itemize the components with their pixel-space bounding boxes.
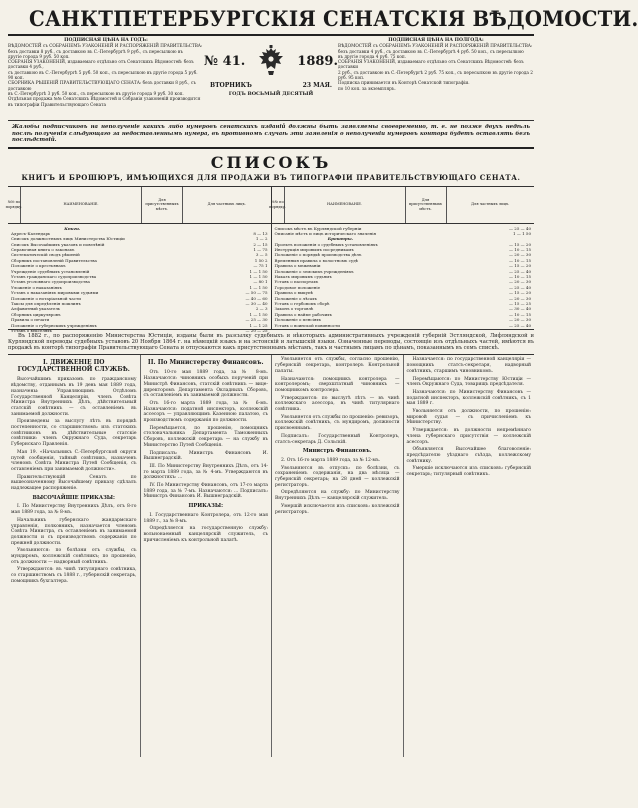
subscription-line: безъ доставки 4 руб., съ доставкою въ С.-Петербургѣ 4 руб. 50 коп., съ пересылкою <box>338 48 524 54</box>
table-rows <box>272 224 535 330</box>
article-paragraph: Увольняются въ отпускъ: по болѣзни, съ сохраненіемъ содержанія, на два мѣсяца — губернскій секретарь; на 28 дней — коллежскій регистраторъ. <box>275 465 400 488</box>
table-row-prices: — 25 — 40 <box>509 268 531 274</box>
table-row <box>275 323 532 328</box>
table-row-title: Списокъ мѣстъ въ Курляндской губерніи <box>274 225 362 231</box>
subscription-line: въ С.-Петербургѣ 3 руб. 50 коп., съ пересылкою въ другіе города 9 руб. 30 коп. <box>8 90 184 96</box>
table-row-title: Правила о найме рабочихъ <box>274 311 333 317</box>
subscription-line: по 10 коп. за экземпляръ. <box>338 85 396 91</box>
table-row-prices: — 80 1 <box>253 279 268 285</box>
top-band <box>8 38 534 120</box>
subscription-line: Подписка принимается въ Конторѣ Сенатской типографіи. <box>338 80 470 86</box>
subsection-heading: ПРИКАЗЫ: <box>188 503 224 510</box>
table-rows <box>8 224 271 336</box>
table-row-title: Алфавитный указатель <box>11 306 61 312</box>
table-row-prices: 3 — 5 <box>255 252 268 258</box>
issue-number: № 41. <box>204 53 246 69</box>
article-paragraph: Отъ 10-го мая 1889 года, за № 8-мъ. Назначаются: чиновникъ особыхъ порученій при Министрѣ Финансовъ, статскій совѣтникъ — вице-директоромъ Департамента Окладныхъ Сборовъ, съ оставленіемъ въ занимаемой должности. <box>143 370 268 399</box>
article-paragraph: Перемѣщается, по прошенію, помощникъ столоначальника Департамента Таможенныхъ Сборовъ, коллежскій секретарь — на службу въ Министерство Путей Сообщенія. <box>143 425 268 448</box>
table-row-prices: — 15 — 20 <box>509 241 531 247</box>
table-row-prices: 1 — 1 50 <box>249 311 268 317</box>
newspaper-page <box>5 7 638 792</box>
double-headed-eagle-icon <box>254 44 288 78</box>
subscription-line: 2 руб., съ доставкою въ С.-Петербургѣ 2 руб. 75 коп., съ пересылкою въ другіе города 2 руб. 95 коп. <box>338 69 533 81</box>
left-subscription-block <box>8 38 204 120</box>
article-paragraph: Произведены за выслугу лѣтъ въ порядкѣ постепенности, со старшинствомъ: изъ статскихъ совѣтниковъ въ дѣйствительные статскіе совѣтники: членъ Окружнаго Суда, секретарь Губернскаго Правленія. <box>11 419 137 448</box>
complaints-notice: Жалобы подписчиковъ на неполученіе какихъ либо нумеровъ сенатскихъ изданій должны быть заявляемы своевременно, т. е. не позже двухъ недѣль послѣ полученія слѣдующаго за недоставленнымъ нумера, въ противномъ случаѣ эти заявленія о неполученіи нумеровъ контора будетъ оставлять безъ послѣдствій. <box>12 124 530 143</box>
article-paragraph: IV. По Министерству Финансовъ, отъ 17-го марта 1889 года, за № 7-мъ. Назначаются: ... Подписалъ: Министръ Финансовъ И. Вышнеградскій. <box>143 483 268 500</box>
table-row-title: Правила о печати <box>11 317 50 323</box>
table-row-title: Положеніе о нотаріальной части <box>11 295 81 301</box>
table-row-prices: 1 — 1 50 <box>249 284 268 290</box>
table-row-prices: 1 — 1 50 <box>249 268 268 274</box>
table-row-prices: — 25 — 40 <box>509 284 531 290</box>
header-num: №№ по порядку. <box>8 187 21 223</box>
article-paragraph: Мая 19. «Начальникъ С.-Петербургской округи путей сообщенія, тайный совѣтникъ, назначенъ членомъ Совѣта Министра Путей Сообщенія, съ оставленіемъ при занимаемой должности». <box>11 449 137 472</box>
table-row-title: Положеніе о пенсіяхъ <box>274 317 322 323</box>
header-price-gov: Для присутственныхъ мѣстъ. <box>142 187 183 223</box>
masthead-title: САНКТПЕТЕРБУРГСКІЯ СЕНАТСКІЯ ВѢДОМОСТИ. <box>29 7 638 32</box>
table-row-prices: — 25 — 30 <box>245 317 268 323</box>
table-row-title: Уставъ о паспортахъ <box>274 279 319 285</box>
table-row-title: Справочная книга о законахъ <box>11 247 75 253</box>
article-column <box>403 355 535 757</box>
list-title: СПИСОКЪ <box>210 152 332 172</box>
right-subscription-block <box>338 38 534 120</box>
table-row-title: Уставъ гражданскаго судопроизводства <box>11 274 97 280</box>
table-row-title: Правила о выкупѣ <box>274 290 314 296</box>
header-price-gov: Для присутственныхъ мѣстъ. <box>406 187 447 223</box>
article-paragraph: Перемѣщаются: по Министерству Юстиціи — членъ Окружнаго Суда, товарищъ предсѣдателя. <box>406 376 531 388</box>
issue-info <box>204 38 338 120</box>
table-row-prices: 1 — 2 <box>255 236 268 242</box>
table-row-prices: — 15 — 20 <box>509 263 531 269</box>
table-row-prices: 2 — 15 <box>253 241 268 247</box>
article-paragraph: Назначается: по государственной канцеляріи — помощникъ статсъ-секретаря, надворный совѣтникъ, старшимъ чиновникомъ. <box>406 357 531 374</box>
header-name: НАИМЕНОВАНІЕ. <box>285 187 406 223</box>
article-paragraph: Подписалъ: Государственный Контролеръ, статсъ-секретарь Д. Сольскій. <box>275 433 400 445</box>
table-row-title: Учрежденіе судебныхъ установленій <box>11 268 90 274</box>
table-row-title: Положеніе о порядкѣ производства дѣлъ <box>274 252 362 258</box>
issue-number-row <box>204 44 338 78</box>
subscription-line: въ другіе города 4 руб. 75 коп. <box>338 53 406 59</box>
table-row-title: Списокъ Высочайшихъ указовъ и повелѣній <box>11 241 105 247</box>
table-row-title: Уложеніе о наказаніяхъ <box>11 284 62 290</box>
table-row-title: Уставъ о гербовомъ сборѣ <box>274 300 330 306</box>
subscription-line: другіе города 9 руб. 50 коп. <box>8 53 70 59</box>
subscription-line: безъ доставки 8 руб., съ доставкою въ С.-Петербургѣ 9 руб., съ пересылкою въ <box>8 48 183 54</box>
article-paragraph: Умершіе исключаются изъ списковъ: губернскій секретарь; титулярный совѣтникъ. <box>406 466 531 478</box>
table-row-title: Уставъ о наказаніяхъ мировыми судьями <box>11 290 99 296</box>
table-row-prices: — 25 — 40 <box>509 322 531 328</box>
section-heading: II. По Министерству Финансовъ. <box>147 359 264 367</box>
left-subscription-heading: ПОДПИСНАЯ ЦѢНА НА ГОДЪ: <box>64 38 148 43</box>
list-subtitle: КНИГЪ И БРОШЮРЪ, ИМѢЮЩИХСЯ ДЛЯ ПРОДАЖИ ВЪ ТИПОГРАФІИ ПРАВИТЕЛЬСТВУЮЩАГО СЕНАТА. <box>21 172 521 182</box>
table-row-title: Временныя правила о волостномъ судѣ <box>274 257 359 263</box>
subscription-line: съ доставкою въ С.-Петербургѣ 5 руб. 50 коп., съ пересылкою въ другіе города 5 руб. 90 коп. <box>8 69 198 81</box>
table-row-prices: — 30 — 40 <box>245 300 268 306</box>
header-price-private: Для частныхъ лицъ. <box>207 202 246 207</box>
table-row-title: Положеніе о крестьянахъ <box>11 263 66 269</box>
table-row-prices: — 20 — 30 <box>509 295 531 301</box>
article-column <box>8 355 140 757</box>
table-row-title: Положеніе о лѣсахъ <box>274 295 318 301</box>
masthead-rule <box>8 34 534 36</box>
table-row-prices: 1 — 75 <box>253 247 268 253</box>
article-paragraph: Увольняются: по болѣзни отъ службы, съ мундиромъ, коллежскій совѣтникъ; по прошенію, отъ должности — надворный совѣтникъ. <box>11 548 137 565</box>
table-row-title: Таксы для опредѣленія пошлинъ <box>11 300 81 306</box>
issue-year-line: ГОДЪ ВОСЬМЫЙ ДЕСЯТЫЙ <box>228 91 314 97</box>
subscription-line: СБОРНИКА РѢШЕНІЙ ПРАВИТЕЛЬСТВУЮЩАГО СЕНАТА: безъ доставки 8 руб., съ доставкою <box>8 80 196 91</box>
subsection-heading: Министръ Финансовъ. <box>302 448 372 455</box>
table-row-title: Уставъ о векселяхъ <box>11 327 53 333</box>
table-row-prices: — 20 — 25 <box>245 327 268 333</box>
table-row-title: Правила о межеваніи <box>274 263 321 269</box>
table-row-title: Положеніе о земскихъ учрежденіяхъ <box>274 268 354 274</box>
table-row-title: Уставъ о воинской повинности <box>274 322 340 328</box>
notice-rule-bottom <box>8 147 534 149</box>
article-paragraph: Опредѣляются на службу: по Министерству Внутреннихъ Дѣлъ — канцелярскій служитель. <box>275 490 400 502</box>
header-price-private: Для частныхъ лицъ. <box>471 202 510 207</box>
table-row-prices: — 40 — 60 <box>245 295 268 301</box>
subscription-line: Отдѣльная продажа №№ Сенатскихъ Вѣдомостей и Собранія узаконеній производится въ типографіи Правительствующаго Сената <box>8 96 201 107</box>
table-row-prices: — 25 — 40 <box>509 225 531 231</box>
article-paragraph: Назначаются: помощникъ контролера — контролеромъ; сверхштатный чиновникъ — помощникомъ контролера. <box>275 376 400 393</box>
table-header <box>269 187 535 224</box>
issue-year: 1889. <box>297 53 338 69</box>
book-table-right <box>271 187 535 329</box>
table-row-title: Описаніе мѣстъ и лицъ историческаго значенія <box>274 230 377 236</box>
table-row <box>11 328 268 333</box>
article-paragraph: Объявляется Высочайшее благоволеніе: предсѣдателю уѣзднаго съѣзда, коллежскому совѣтнику. <box>406 447 531 464</box>
left-subscription-lines <box>8 43 204 107</box>
table-row-prices: — 30 — 40 <box>509 306 531 312</box>
table-header <box>5 187 271 224</box>
table-row-prices: — 20 — 30 <box>509 252 531 258</box>
subscription-line: СОБРАНІЯ УЗАКОНЕНІЙ, издаваемаго отдѣльно отъ Сенатскихъ Вѣдомостей: безъ доставки <box>338 59 524 70</box>
header-num: №№ по порядку. <box>272 187 285 223</box>
table-row-title: Брошюры. <box>327 236 354 242</box>
table-row-title: Наказъ мировымъ судьямъ <box>274 274 332 280</box>
table-row-prices: — 15 — 20 <box>509 290 531 296</box>
article-paragraph: Начальникъ губернскаго жандармскаго управленія, полковникъ, назначается членомъ Совѣта Министра, съ оставленіемъ въ занимаемой должности и съ производствомъ содержанія по прежней должности. <box>11 517 137 546</box>
article-paragraph: Назначаются: по Министерству Финансовъ — податной инспекторъ, коллежскій совѣтникъ, съ 1 мая 1889 г. <box>406 389 531 407</box>
article-paragraph: Увольняется отъ службы по прошенію: ревизоръ, коллежскій совѣтникъ, съ мундиромъ, должности присвоеннымъ. <box>275 414 400 432</box>
table-row-prices: 8 — 13 <box>253 230 268 236</box>
article-paragraph: Высочайшимъ приказомъ по гражданскому вѣдомству, отданнымъ въ 19 день мая 1889 года, назначены: Управляющимъ Отдѣломъ Государственной Канцеляріи, членъ Совѣта Министра Внутреннихъ Дѣлъ, дѣйствительный статскій совѣтникъ — съ оставленіемъ въ занимаемой должности. <box>11 377 137 417</box>
right-subscription-lines <box>338 43 534 91</box>
right-subscription-heading: ПОДПИСНАЯ ЦѢНА НА ПОЛГОДА: <box>388 38 484 43</box>
article-paragraph: I. По Министерству Внутреннихъ Дѣлъ, отъ 8-го мая 1889 года, за № 8-мъ. <box>11 504 137 516</box>
article-paragraph: Утверждается: въ должности непремѣннаго члена губернскаго присутствія — коллежскій асессоръ. <box>406 428 531 445</box>
article-paragraph: Правительствующій Сенатъ по вышеозначенному Высочайшему приказу сдѣлалъ надлежащее распоряженіе. <box>11 474 137 492</box>
issue-date: 23 МАЯ. <box>302 82 332 89</box>
header-name: НАИМЕНОВАНІЕ. <box>21 187 142 223</box>
table-row-prices: — 10 — 15 <box>509 274 531 280</box>
table-row-prices: — 75 1 <box>253 263 268 269</box>
section-heading: I. ДВИЖЕНІЕ ПО ГОСУДАРСТВЕННОЙ СЛУЖБѢ. <box>17 359 130 374</box>
table-row-prices: 1 50 2 <box>254 257 268 263</box>
issue-date-row <box>204 82 338 89</box>
table-row-title: Систематическій сводъ рѣшеній <box>11 252 80 258</box>
article-paragraph: Увольняется отъ должности, по прошенію: мировой судья — съ причисленіемъ къ Министерству. <box>406 409 531 426</box>
table-row-title: Уставъ уголовнаго судопроизводства <box>11 279 90 285</box>
subscription-line: ВѢДОМОСТЕЙ съ СОБРАНІЕМЪ УЗАКОНЕНІЙ И РАСПОРЯЖЕНІЙ ПРАВИТЕЛЬСТВА: <box>338 43 533 49</box>
table-row-prices: 1 — 1 50 <box>249 274 268 280</box>
article-paragraph: Утверждаются: по выслугѣ лѣтъ — въ чинѣ коллежскаго асессора, въ чинѣ титулярнаго совѣтника. <box>275 395 400 413</box>
book-table-left <box>5 187 271 333</box>
table-row-prices: — 20 — 30 <box>509 279 531 285</box>
article-paragraph: Умершій исключается изъ списковъ: коллежскій регистраторъ. <box>275 503 400 515</box>
subsection-heading: ВЫСОЧАЙШІЕ ПРИКАЗЫ: <box>32 494 115 501</box>
table-row-prices: — 10 — 15 <box>509 311 531 317</box>
table-row-prices: 1 — 1 25 <box>249 322 268 328</box>
article-column <box>140 355 272 757</box>
table-row-title: Городовое положеніе <box>274 284 321 290</box>
article-column <box>271 355 403 757</box>
article-paragraph: Утверждаются: въ чинѣ титулярнаго совѣтника, со старшинствомъ съ 1888 г., губернскій секретарь, помощникъ бухгалтера. <box>11 567 137 584</box>
article-columns <box>8 354 534 757</box>
notice-rule-top <box>8 120 534 121</box>
table-row-title: Списокъ должностныхъ лицъ Министерства Юстиціи <box>11 236 125 242</box>
table-row-prices: 2 — 3 <box>255 306 268 312</box>
article-paragraph: I. Государственнаго Контролера, отъ 12-го мая 1889 г., за № 8-мъ. <box>143 512 268 524</box>
article-paragraph: Подписалъ: Министръ Финансовъ И. Вышнеградскій. <box>143 450 268 462</box>
article-paragraph: Отъ 16-го марта 1889 года, за № 6-мъ. Назначаются: податной инспекторъ, коллежскій ассесоръ — управляющимъ Казенною палатою, съ производствомъ содержанія по должности. <box>143 400 268 424</box>
table-row-title: Положеніе о губернскихъ учрежденіяхъ <box>11 322 97 328</box>
table-row-prices: 1 — 1 50 <box>513 230 531 236</box>
table-row-title: Проектъ положенія о судебныхъ установленіяхъ <box>274 241 378 247</box>
subscription-line: СОБРАНІЯ УЗАКОНЕНІЙ, издаваемаго отдѣльно отъ Сенатскихъ Вѣдомостей: безъ доставки 4 руб., <box>8 59 194 70</box>
table-row-title: Книги. <box>64 225 81 231</box>
subscription-line: ВѢДОМОСТЕЙ съ СОБРАНІЕМЪ УЗАКОНЕНІЙ И РАСПОРЯЖЕНІЙ ПРАВИТЕЛЬСТВА: <box>8 43 203 49</box>
article-paragraph: Увольняется отъ службы, согласно прошенію, губернскій секретарь, контролеръ Контрольной палаты. <box>275 357 400 374</box>
table-row-title: Сборникъ циркуляровъ <box>11 311 61 317</box>
table-row-prices: — 50 — 75 <box>245 290 268 296</box>
table-row-title: Законъ о торговлѣ <box>274 306 314 312</box>
book-price-tables <box>5 186 534 333</box>
translation-notice: Въ 1882 г., по распоряженію Министерства Юстиціи, изданы были въ разсылку судебныхъ и нѣкоторыхъ административныхъ учрежденій губерній Эстляндской, Лифляндской и Курляндской переводы судебныхъ уставовъ 20 Ноября 1864 г. на нѣмецкій языкъ и на эстонскій и латышскій языки. Означенные переводы, состоящіе изъ отдѣльныхъ частей, имѣются въ продажѣ въ конторѣ типографіи Правительствующаго Сената и отпускаются какъ присутственнымъ мѣстамъ, такъ и частнымъ лицамъ по цѣнамъ, показаннымъ въ семъ спискѣ. <box>8 332 534 352</box>
table-row-title: Сборникъ постановленій Правительства <box>11 257 97 263</box>
article-paragraph: Опредѣляется на государственную службу: вольнонаемный канцелярскій служитель, съ причисленіемъ къ контрольной палатѣ. <box>143 526 268 543</box>
table-row-prices: — 10 — 15 <box>509 247 531 253</box>
table-row-title: Адресъ-Календарь <box>11 230 51 236</box>
issue-weekday: ВТОРНИКЪ <box>210 82 252 89</box>
table-row-prices: — 20 — 30 <box>509 317 531 323</box>
table-row-title: Инструкція мировымъ посредникамъ <box>274 247 354 253</box>
table-row-prices: — 15 — 25 <box>509 300 531 306</box>
table-row-prices: — 10 — 15 <box>509 257 531 263</box>
article-paragraph: III. По Министерству Внутреннихъ Дѣлъ, отъ 14-го марта 1889 года, за № 4-мъ. Утверждаются въ должностяхъ: ... <box>143 463 268 481</box>
article-paragraph: 2. Отъ 16-го марта 1889 года, за № 12-мъ. <box>281 457 381 463</box>
